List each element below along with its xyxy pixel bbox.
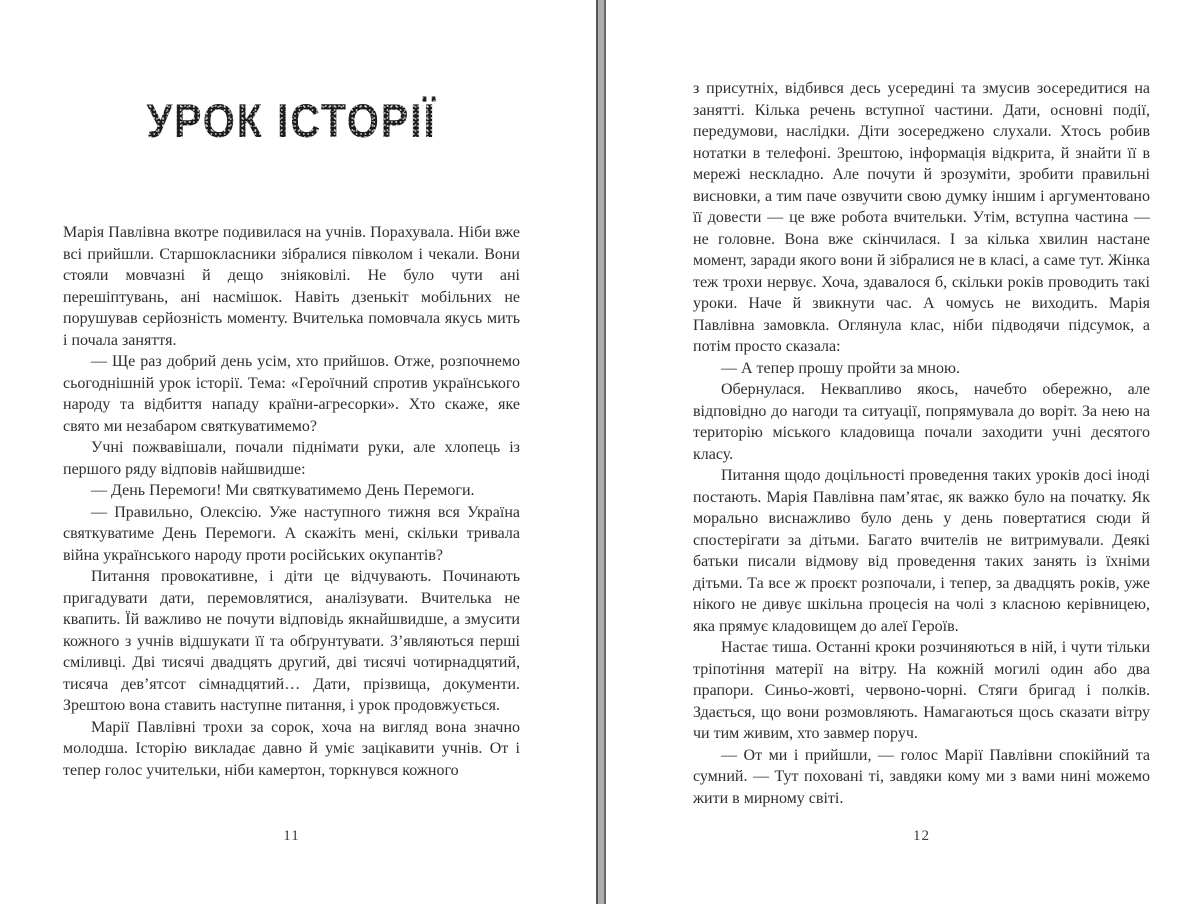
- page-number-left: 11: [283, 828, 300, 844]
- paragraph: — Ще раз добрий день усім, хто прийшов. Отже, розпочнемо сьогоднішній урок історії. Тема: «Героїчний спротив українського народу та відбиття нападу країни-агресорки». Хто скаже, яке свято ми незабаром святкуватимемо?: [63, 353, 520, 435]
- chapter-title: УРОК ІСТОРІЇ: [90, 96, 492, 146]
- paragraph: Настає тиша. Останні кроки розчиняються в ній, і чути тільки тріпотіння матерії на вітру. На кожній могилі один або два прапори. Синьо-жовті, червоно-чорні. Стяги бригад і полків. Здається, що вони розмовляють. Намагаються щось сказати вітру чи тим живим, хто завмер поруч.: [693, 639, 1150, 742]
- page-number-right: 12: [913, 828, 930, 844]
- page-left: [63, 0, 520, 904]
- paragraph: Питання щодо доцільності проведення таких уроків досі іноді постають. Марія Павлівна пам’ятає, як важко було на початку. Як морально виснажливо було день у день повертатися сюди й спостерігати за дітьми. Багато вчителів не витримували. Деякі батьки писали відмову від проведення таких занять із їхніми дітьми. Та все ж проєкт розпочали, і тепер, за двадцять років, уже нікого не дивує шкільна процесія на чолі з класною керівницею, яка прямує кладовищем до алеї Героїв.: [693, 467, 1150, 635]
- paragraph: Марія Павлівна вкотре подивилася на учнів. Порахувала. Ніби вже всі прийшли. Старшокласники зібралися півколом і чекали. Вони стояли мовчазні й дещо зніяковілі. Не було чути ані перешіптувань, ані насмішок. Навіть дзенькіт мобільних не порушував серйозність моменту. Вчителька помовчала якусь мить і почала заняття.: [63, 224, 520, 349]
- page-right: [693, 0, 1150, 904]
- book-gutter: [596, 0, 606, 904]
- paragraph: Питання провокативне, і діти це відчувають. Починають пригадувати дати, перемовлятися, аналізувати. Вчителька не квапить. Їй важливо не почути відповідь якнайшвидше, а змусити кожного з учнів відшукати її та обґрунтувати. З’являються перші сміливці. Дві тисячі двадцять другий, дві тисячі чотирнадцятий, тисяча дев’ятсот сімнадцятий… Дати, прізвища, документи. Зрештою вона ставить наступне питання, і урок продовжується.: [63, 568, 520, 714]
- left-page-body: [63, 222, 520, 781]
- paragraph: — Правильно, Олексію. Уже наступного тижня вся Україна святкуватиме День Перемоги. А скажіть мені, скільки тривала війна українського народу проти російських окупантів?: [63, 503, 520, 564]
- paragraph: Марії Павлівні трохи за сорок, хоча на вигляд вона значно молодша. Історію викладає давно й уміє зацікавити учнів. От і тепер голос учительки, ніби камертон, торкнувся кожного: [63, 718, 520, 779]
- paragraph: — От ми і прийшли, — голос Марії Павлівни спокійний та сумний. — Тут поховані ті, завдяки кому ми з вами нині можемо жити в мирному світі.: [693, 746, 1150, 807]
- paragraph: з присутніх, відбився десь усередині та змусив зосередитися на занятті. Кілька речень вступної частини. Дати, основні події, передумови, наслідки. Діти зосереджено слухали. Хтось робив нотатки в телефоні. Зрештою, інформація відкрита, й знайти її в мережі нескладно. Але почути й зрозуміти, зробити правильні висновки, а тим паче озвучити свою думку іншим і аргументовано її довести — це вже робота вчительки. Утім, вступна частина — не головне. Вона вже скінчилася. І за кілька хвилин настане момент, заради якого вони й зібралися не в класі, а саме тут. Жінка теж трохи нервує. Хоча, здавалося б, скільки років проводить такі уроки. Наче й звикнути час. А чомусь не виходить. Марія Павлівна замовкла. Оглянула клас, ніби підводячи підсумок, а потім просто сказала:: [693, 80, 1150, 355]
- paragraph: Учні пожвавішали, почали піднімати руки, але хлопець із першого ряду відповів найшвидше:: [63, 439, 520, 478]
- paragraph: — А тепер прошу пройти за мною.: [721, 359, 960, 377]
- paragraph: — День Перемоги! Ми святкуватимемо День Перемоги.: [91, 482, 475, 499]
- right-page-body: [693, 78, 1150, 809]
- paragraph: Обернулася. Неквапливо якось, начебто обережно, але відповідно до нагоди та ситуації, попрямувала до воріт. За нею на територію міського кладовища почали заходити учні десятого класу.: [693, 381, 1150, 463]
